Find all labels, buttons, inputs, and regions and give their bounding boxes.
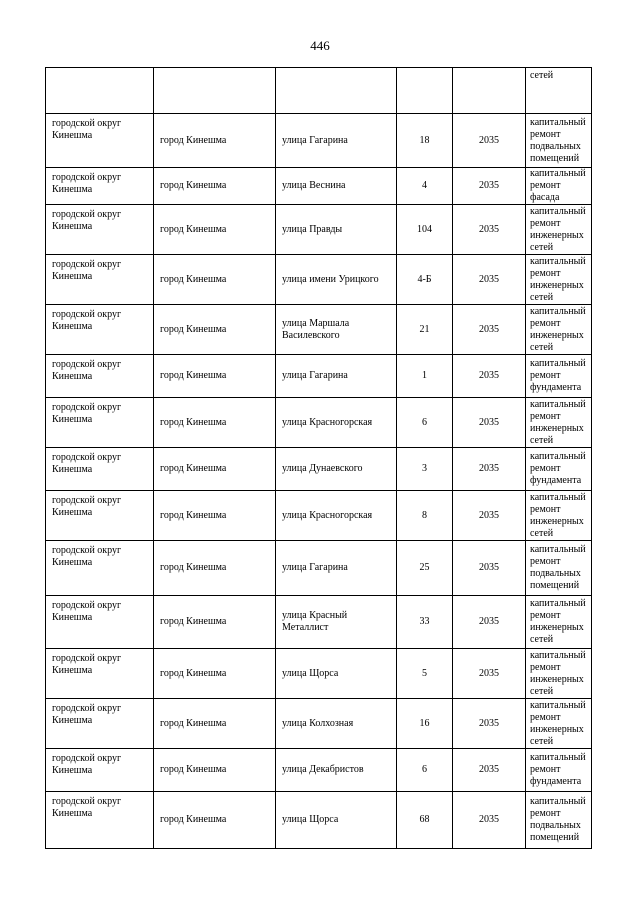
work-type-cell: капитальный ремонт инженерных сетей <box>526 255 592 305</box>
city-cell: город Кинешма <box>154 398 276 448</box>
city-cell <box>154 68 276 114</box>
house-number-cell: 33 <box>397 596 453 649</box>
street-cell: улица Веснина <box>276 168 397 205</box>
table-row <box>46 305 592 355</box>
city-cell: город Кинешма <box>154 205 276 255</box>
district-cell: городской округ Кинешма <box>46 649 154 699</box>
house-number-cell: 25 <box>397 541 453 596</box>
year-cell: 2035 <box>453 596 526 649</box>
house-number-cell: 5 <box>397 649 453 699</box>
table-row <box>46 448 592 491</box>
year-cell: 2035 <box>453 541 526 596</box>
year-cell: 2035 <box>453 255 526 305</box>
street-cell: улица Щорса <box>276 792 397 849</box>
work-type-cell: капитальный ремонт подвальных помещений <box>526 792 592 849</box>
year-cell: 2035 <box>453 699 526 749</box>
house-number-cell <box>397 68 453 114</box>
table-row <box>46 792 592 849</box>
district-cell: городской округ Кинешма <box>46 305 154 355</box>
city-cell: город Кинешма <box>154 699 276 749</box>
district-cell: городской округ Кинешма <box>46 448 154 491</box>
work-type-cell: капитальный ремонт подвальных помещений <box>526 541 592 596</box>
street-cell: улица Правды <box>276 205 397 255</box>
work-type-cell: капитальный ремонт фундамента <box>526 355 592 398</box>
work-type-cell: капитальный ремонт инженерных сетей <box>526 205 592 255</box>
district-cell: городской округ Кинешма <box>46 114 154 168</box>
district-cell: городской округ Кинешма <box>46 792 154 849</box>
work-type-cell: капитальный ремонт инженерных сетей <box>526 596 592 649</box>
year-cell: 2035 <box>453 168 526 205</box>
street-cell: улица Декабристов <box>276 749 397 792</box>
house-number-cell: 4-Б <box>397 255 453 305</box>
district-cell: городской округ Кинешма <box>46 541 154 596</box>
city-cell: город Кинешма <box>154 168 276 205</box>
district-cell: городской округ Кинешма <box>46 168 154 205</box>
street-cell: улица Гагарина <box>276 355 397 398</box>
year-cell: 2035 <box>453 448 526 491</box>
city-cell: город Кинешма <box>154 541 276 596</box>
year-cell: 2035 <box>453 649 526 699</box>
page-number: 446 <box>310 38 330 53</box>
work-type-cell: капитальный ремонт инженерных сетей <box>526 305 592 355</box>
table-row <box>46 541 592 596</box>
table-row <box>46 596 592 649</box>
street-cell: улица Красногорская <box>276 491 397 541</box>
street-cell: улица Красногорская <box>276 398 397 448</box>
house-number-cell: 16 <box>397 699 453 749</box>
table-row <box>46 68 592 114</box>
year-cell: 2035 <box>453 491 526 541</box>
district-cell <box>46 68 154 114</box>
city-cell: город Кинешма <box>154 255 276 305</box>
street-cell: улица Щорса <box>276 649 397 699</box>
table-row <box>46 491 592 541</box>
city-cell: город Кинешма <box>154 355 276 398</box>
house-number-cell: 104 <box>397 205 453 255</box>
house-number-cell: 4 <box>397 168 453 205</box>
city-cell: город Кинешма <box>154 749 276 792</box>
street-cell: улица Маршала Василевского <box>276 305 397 355</box>
work-type-cell: сетей <box>526 68 592 114</box>
table-row <box>46 355 592 398</box>
work-type-cell: капитальный ремонт фундамента <box>526 448 592 491</box>
street-cell: улица Дунаевского <box>276 448 397 491</box>
street-cell: улица Красный Металлист <box>276 596 397 649</box>
work-type-cell: капитальный ремонт инженерных сетей <box>526 699 592 749</box>
repair-schedule-table <box>45 67 592 849</box>
table-row <box>46 168 592 205</box>
street-cell: улица Гагарина <box>276 541 397 596</box>
house-number-cell: 21 <box>397 305 453 355</box>
work-type-cell: капитальный ремонт инженерных сетей <box>526 649 592 699</box>
year-cell: 2035 <box>453 355 526 398</box>
year-cell: 2035 <box>453 398 526 448</box>
street-cell: улица Гагарина <box>276 114 397 168</box>
city-cell: город Кинешма <box>154 649 276 699</box>
city-cell: город Кинешма <box>154 491 276 541</box>
work-type-cell: капитальный ремонт инженерных сетей <box>526 491 592 541</box>
city-cell: город Кинешма <box>154 305 276 355</box>
street-cell: улица Колхозная <box>276 699 397 749</box>
table-row <box>46 255 592 305</box>
district-cell: городской округ Кинешма <box>46 355 154 398</box>
table-row <box>46 649 592 699</box>
year-cell <box>453 68 526 114</box>
table-row <box>46 398 592 448</box>
work-type-cell: капитальный ремонт подвальных помещений <box>526 114 592 168</box>
city-cell: город Кинешма <box>154 114 276 168</box>
house-number-cell: 6 <box>397 398 453 448</box>
district-cell: городской округ Кинешма <box>46 596 154 649</box>
house-number-cell: 68 <box>397 792 453 849</box>
house-number-cell: 18 <box>397 114 453 168</box>
district-cell: городской округ Кинешма <box>46 491 154 541</box>
house-number-cell: 3 <box>397 448 453 491</box>
district-cell: городской округ Кинешма <box>46 205 154 255</box>
year-cell: 2035 <box>453 205 526 255</box>
street-cell: улица имени Урицкого <box>276 255 397 305</box>
year-cell: 2035 <box>453 114 526 168</box>
work-type-cell: капитальный ремонт фундамента <box>526 749 592 792</box>
district-cell: городской округ Кинешма <box>46 699 154 749</box>
table-row <box>46 749 592 792</box>
house-number-cell: 8 <box>397 491 453 541</box>
street-cell <box>276 68 397 114</box>
year-cell: 2035 <box>453 305 526 355</box>
table-row <box>46 699 592 749</box>
work-type-cell: капитальный ремонт фасада <box>526 168 592 205</box>
district-cell: городской округ Кинешма <box>46 255 154 305</box>
year-cell: 2035 <box>453 792 526 849</box>
district-cell: городской округ Кинешма <box>46 398 154 448</box>
house-number-cell: 6 <box>397 749 453 792</box>
city-cell: город Кинешма <box>154 448 276 491</box>
work-type-cell: капитальный ремонт инженерных сетей <box>526 398 592 448</box>
district-cell: городской округ Кинешма <box>46 749 154 792</box>
city-cell: город Кинешма <box>154 596 276 649</box>
city-cell: город Кинешма <box>154 792 276 849</box>
house-number-cell: 1 <box>397 355 453 398</box>
year-cell: 2035 <box>453 749 526 792</box>
table-row <box>46 114 592 168</box>
table-row <box>46 205 592 255</box>
